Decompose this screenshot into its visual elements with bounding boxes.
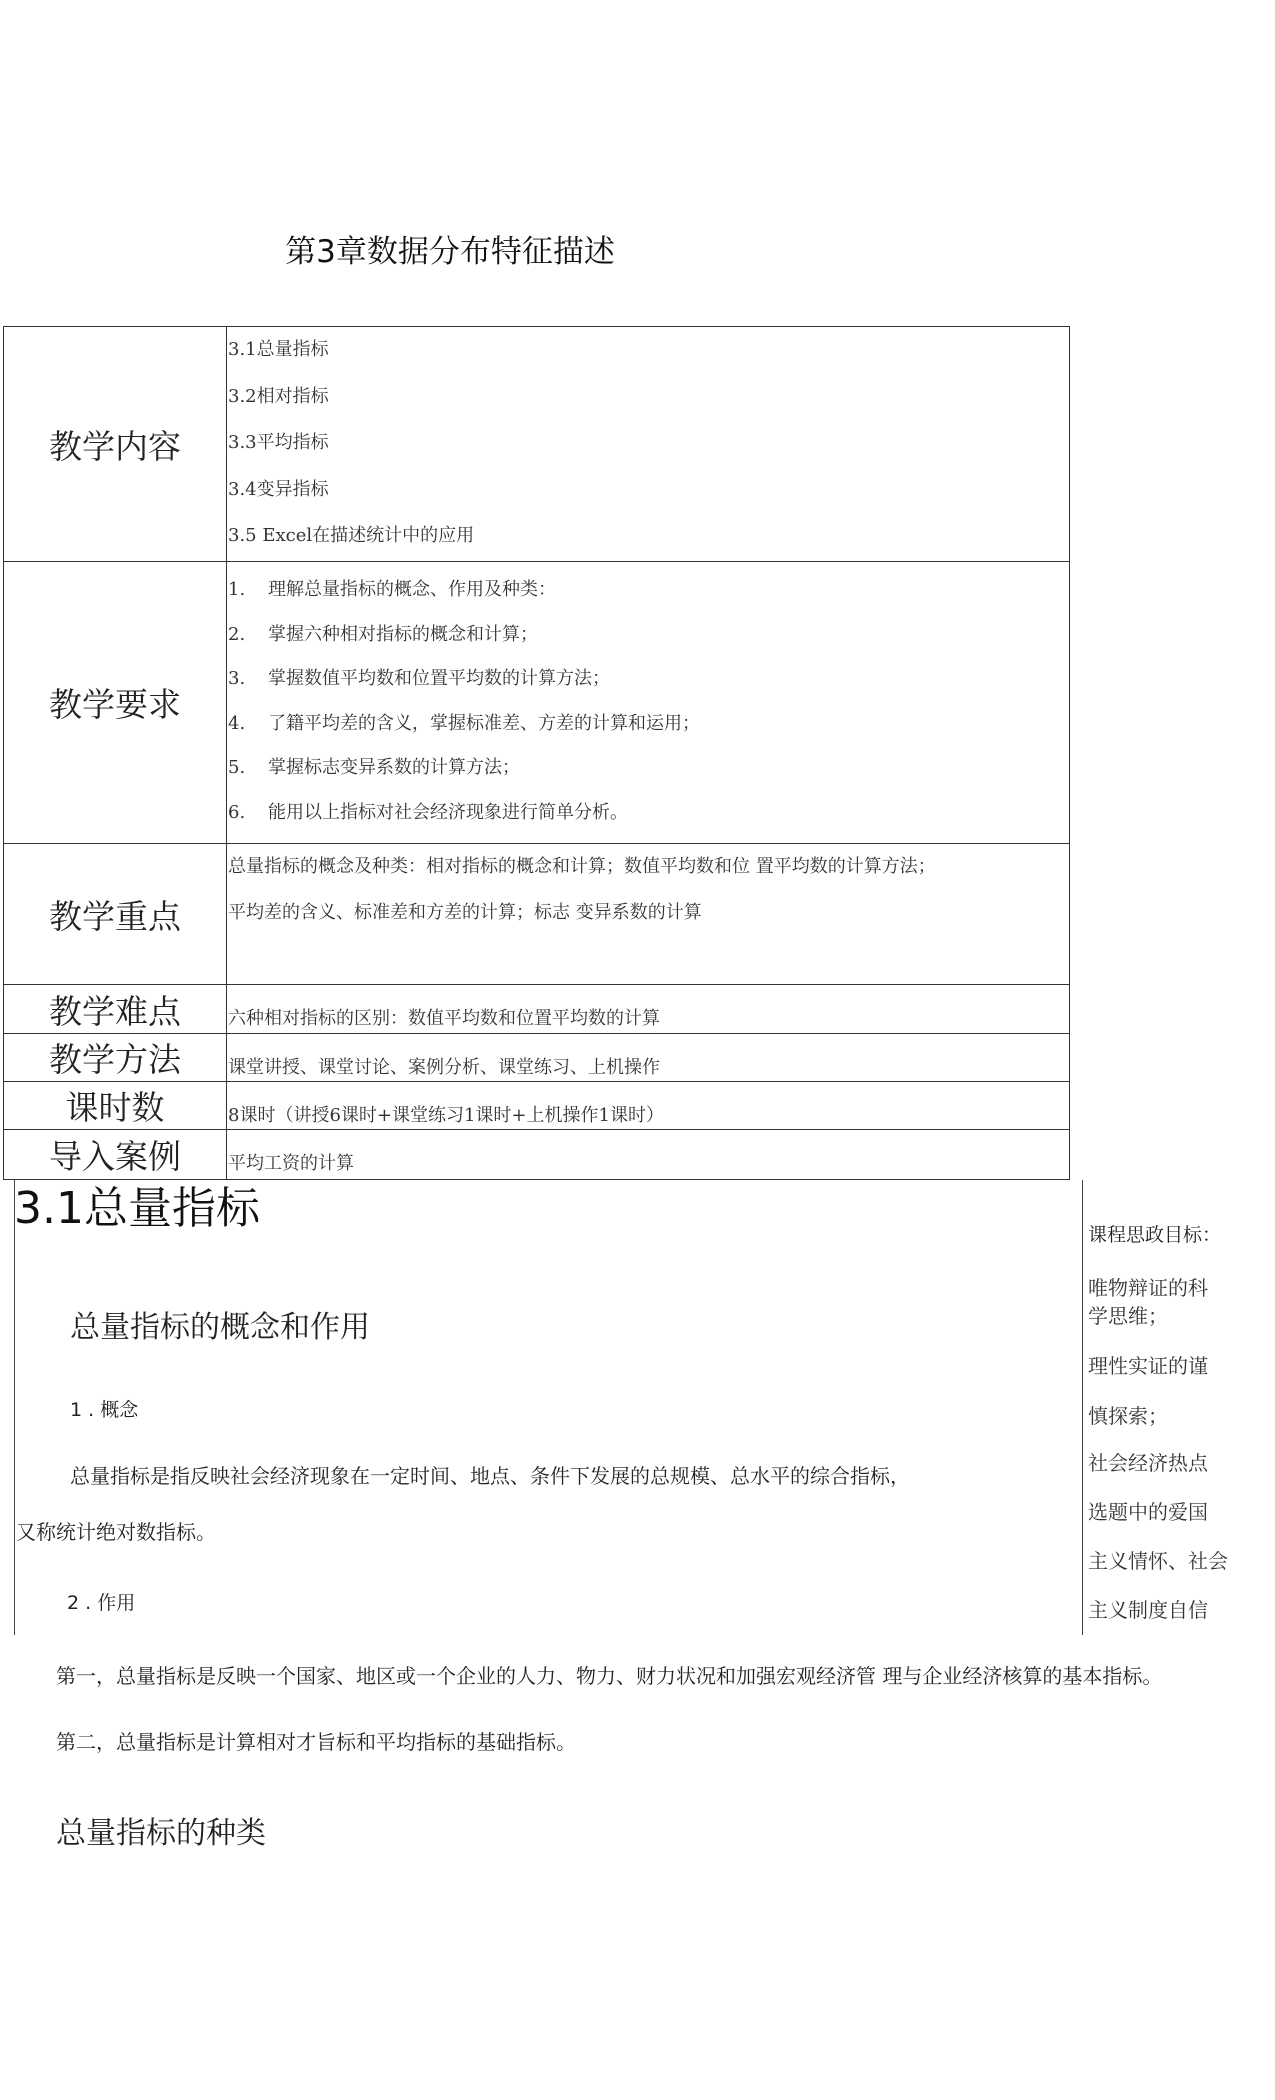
content-line: 平均工资的计算: [228, 1153, 354, 1174]
item-text: 理解总量指标的概念、作用及种类：: [268, 579, 556, 600]
row-label: 教学要求: [4, 562, 227, 844]
item-text: 能用以上指标对社会经济现象进行简单分析。: [268, 801, 628, 823]
row-label: 教学方法: [4, 1034, 227, 1082]
row-label: 教学重点: [4, 844, 227, 985]
item-number: 6.: [228, 801, 246, 823]
item-text: 掌握标志变异系数的计算方法；: [268, 757, 520, 778]
sidebar-title: 课程思政目标：: [1088, 1224, 1222, 1246]
sidebar-line: 主义制度自信: [1088, 1598, 1208, 1622]
list-item: [227, 702, 1069, 747]
row-content: [227, 1130, 1070, 1180]
table-row: [4, 844, 1070, 985]
paragraph: 第二，总量指标是计算相对才旨标和平均指标的基础指标。: [56, 1730, 576, 1754]
section-heading: 3.1总量指标: [14, 1183, 260, 1234]
row-label: 导入案例: [4, 1130, 227, 1180]
item-text: 了籍平均差的含义，掌握标准差、方差的计算和运用；: [268, 712, 700, 734]
row-label: 教学难点: [4, 985, 227, 1034]
content-line: 3.1总量指标: [228, 339, 329, 360]
sidebar-line: 主义情怀、社会: [1088, 1549, 1228, 1573]
right-column-rule: [1082, 1180, 1083, 1635]
row-label: 课时数: [4, 1082, 227, 1130]
subsection-heading: 总量指标的概念和作用: [70, 1310, 370, 1345]
table-row: [4, 1034, 1070, 1082]
paragraph-line: 又称统计绝对数指标。: [16, 1520, 216, 1544]
list-item: [227, 613, 1069, 658]
list-item: [227, 791, 1069, 836]
content-line: 8课时（讲授6课时+课堂练习1课时+上机操作1课时）: [228, 1105, 664, 1126]
row-content: [227, 562, 1070, 844]
table-row: [4, 327, 1070, 562]
row-content: [227, 1082, 1070, 1130]
content-line: 3.4变异指标: [228, 478, 329, 500]
item-number: 2.: [228, 623, 246, 645]
item-number: 5.: [228, 757, 246, 778]
item-number: 3.: [228, 668, 246, 689]
subsection-heading: 总量指标的种类: [56, 1816, 266, 1851]
list-item: [227, 657, 1069, 702]
row-label: 教学内容: [4, 327, 227, 562]
content-line: 课堂讲授、课堂讨论、案例分析、课堂练习、上机操作: [228, 1057, 660, 1078]
row-content: [227, 327, 1070, 562]
row-content: [227, 844, 1070, 985]
sidebar-line: 社会经济热点: [1088, 1451, 1208, 1475]
sidebar-line: 理性实证的谨: [1088, 1354, 1208, 1378]
item-concept: 1 . 概念: [70, 1399, 139, 1421]
content-line: 六种相对指标的区别：数值平均数和位置平均数的计算: [228, 1008, 660, 1029]
sidebar-line: 学思维；: [1088, 1304, 1168, 1328]
sidebar-line: 选题中的爱国: [1088, 1500, 1208, 1524]
sidebar-line: 唯物辩证的科: [1088, 1276, 1208, 1300]
content-line: 3.5 Excel在描述统计中的应用: [228, 525, 475, 546]
item-function: 2 . 作用: [67, 1592, 136, 1614]
table-row: [4, 985, 1070, 1034]
document-title: 第3章数据分布特征描述: [285, 234, 615, 270]
item-number: 1.: [228, 579, 246, 600]
content-line: 3.2相对指标: [228, 385, 329, 407]
row-content: [227, 1034, 1070, 1082]
teaching-plan-table: [3, 326, 1070, 1180]
paragraph-line: 总量指标是指反映社会经济现象在一定时间、地点、条件下发展的总规模、总水平的综合指标，: [70, 1464, 910, 1488]
sidebar-line: 慎探索；: [1088, 1404, 1168, 1428]
content-line: 平均差的含义、标准差和方差的计算；标志 变异系数的计算: [228, 902, 702, 923]
item-number: 4.: [228, 712, 246, 734]
list-item: [227, 568, 1069, 613]
content-line: 3.3平均指标: [228, 432, 329, 453]
item-text: 掌握数值平均数和位置平均数的计算方法；: [268, 668, 610, 689]
left-column-rule: [14, 1180, 15, 1635]
item-text: 掌握六种相对指标的概念和计算；: [268, 623, 538, 645]
paragraph: 第一，总量指标是反映一个国家、地区或一个企业的人力、物力、财力状况和加强宏观经济管 理与企业经济核算的基本指标。: [56, 1664, 1163, 1688]
list-item: [227, 746, 1069, 791]
content-line: 总量指标的概念及种类：相对指标的概念和计算；数值平均数和位 置平均数的计算方法；: [228, 856, 936, 877]
table-row: [4, 1082, 1070, 1130]
table-row: [4, 562, 1070, 844]
row-content: [227, 985, 1070, 1034]
